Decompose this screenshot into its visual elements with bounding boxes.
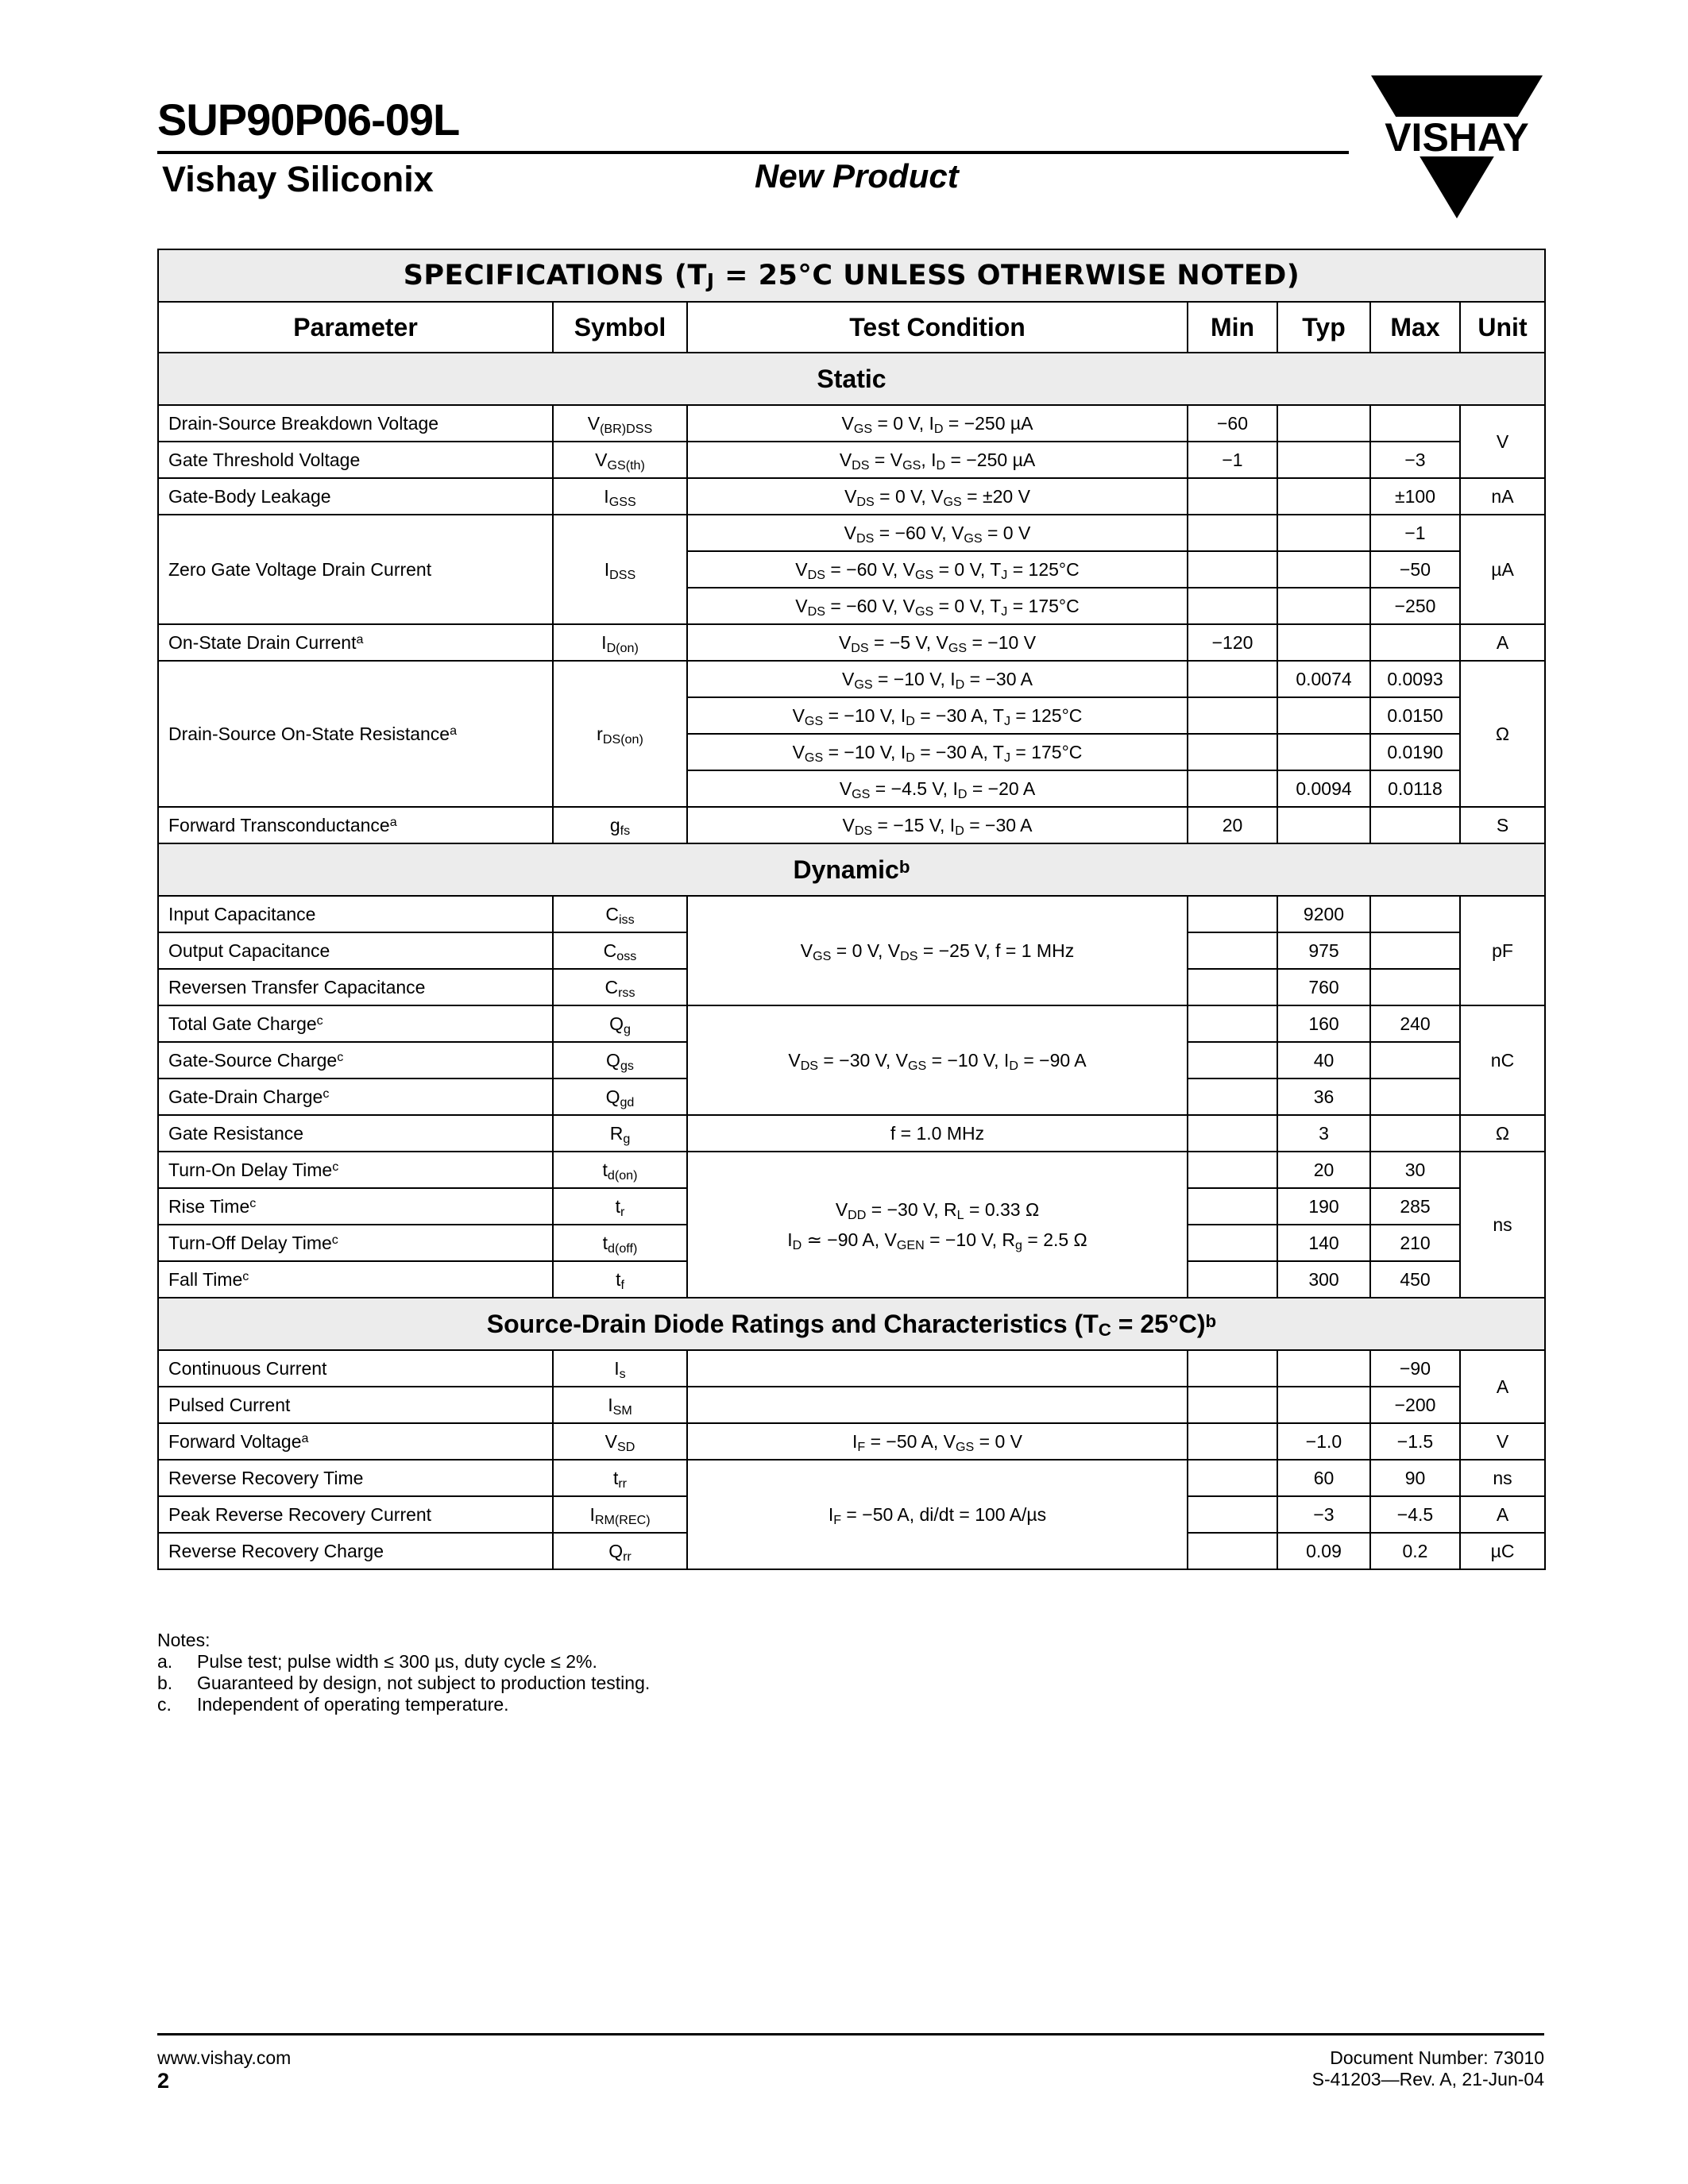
section-static: Static [158, 353, 1545, 405]
max-cell [1370, 624, 1460, 661]
typ-cell: 20 [1277, 1152, 1370, 1188]
min-cell [1188, 1423, 1277, 1460]
param-cell: Zero Gate Voltage Drain Current [158, 515, 553, 624]
revision: S-41203—Rev. A, 21-Jun-04 [1311, 2069, 1544, 2089]
param-cell: Gate Threshold Voltage [158, 442, 553, 478]
symbol-cell: $I_{D(on)}$ [553, 624, 687, 661]
min-cell [1188, 1115, 1277, 1152]
unit-cell: Ω [1460, 661, 1545, 807]
unit-cell: A [1460, 624, 1545, 661]
unit-cell: µA [1460, 515, 1545, 624]
param-cell: Continuous Current [158, 1350, 553, 1387]
max-cell: 30 [1370, 1152, 1460, 1188]
symbol-cell: $V_{GS(th)}$ [553, 442, 687, 478]
typ-cell [1277, 442, 1370, 478]
param-cell: Peak Reverse Recovery Current [158, 1496, 553, 1533]
max-cell [1370, 807, 1460, 843]
param-cell: Drain-Source Breakdown Voltage [158, 405, 553, 442]
min-cell: 20 [1188, 807, 1277, 843]
unit-cell: ns [1460, 1460, 1545, 1496]
document-number: Document Number: 73010 [1330, 2047, 1544, 2068]
param-cell: Gate-Drain Charge$^c$ [158, 1078, 553, 1115]
typ-cell [1277, 624, 1370, 661]
max-cell: 0.0093 [1370, 661, 1460, 697]
symbol-cell: $Q_{gs}$ [553, 1042, 687, 1078]
table-row [158, 1387, 1545, 1423]
min-cell [1188, 770, 1277, 807]
switching-condition-line-2: $I_D$ ≃ −90 A, $V_{GEN} = -10$ V, $R_g = 2.5$ Ω [787, 1229, 1087, 1252]
header-rule [157, 151, 1349, 154]
max-cell: −250 [1370, 588, 1460, 624]
table-row [158, 405, 1545, 442]
min-cell [1188, 588, 1277, 624]
typ-cell [1277, 551, 1370, 588]
min-cell [1188, 515, 1277, 551]
symbol-cell: $t_{d(off)}$ [553, 1225, 687, 1261]
symbol-cell: $t_{d(on)}$ [553, 1152, 687, 1188]
max-cell [1370, 969, 1460, 1005]
condition-cell: $V_{DS} = -30$ V, $V_{GS} = -10$ V, $I_D = -90$ A [687, 1005, 1188, 1115]
table-row [158, 1115, 1545, 1152]
min-cell [1188, 551, 1277, 588]
max-cell [1370, 1115, 1460, 1152]
param-cell: Forward Voltage$^a$ [158, 1423, 553, 1460]
condition-cell: $V_{DS} = -60$ V, $V_{GS} = 0$ V, $T_J = 175^\circ C$ [687, 588, 1188, 624]
unit-cell: A [1460, 1496, 1545, 1533]
min-cell [1188, 1496, 1277, 1533]
symbol-cell: $t_{rr}$ [553, 1460, 687, 1496]
part-number: SUP90P06-09L [157, 95, 460, 145]
col-test-condition: Test Condition [687, 302, 1188, 353]
col-typ: Typ [1277, 302, 1370, 353]
unit-cell: S [1460, 807, 1545, 843]
condition-cell [687, 1387, 1188, 1423]
max-cell: −1.5 [1370, 1423, 1460, 1460]
min-cell [1188, 697, 1277, 734]
param-cell: Gate Resistance [158, 1115, 553, 1152]
param-cell: Gate-Body Leakage [158, 478, 553, 515]
max-cell [1370, 932, 1460, 969]
max-cell [1370, 1042, 1460, 1078]
typ-cell: 0.0074 [1277, 661, 1370, 697]
symbol-cell: $I_{RM(REC)}$ [553, 1496, 687, 1533]
max-cell: ±100 [1370, 478, 1460, 515]
unit-cell: Ω [1460, 1115, 1545, 1152]
typ-cell: 60 [1277, 1460, 1370, 1496]
column-headers [158, 302, 1545, 353]
min-cell [1188, 969, 1277, 1005]
typ-cell: 140 [1277, 1225, 1370, 1261]
typ-cell: 3 [1277, 1115, 1370, 1152]
typ-cell [1277, 478, 1370, 515]
condition-cell: $V_{DS} = -60$ V, $V_{GS} = 0$ V [687, 515, 1188, 551]
note-c: c. Independent of operating temperature. [157, 1694, 509, 1715]
max-cell: 450 [1370, 1261, 1460, 1298]
param-cell: Rise Time$^c$ [158, 1188, 553, 1225]
product-tag: New Product [755, 157, 959, 195]
svg-text:VISHAY: VISHAY [1385, 115, 1529, 160]
min-cell [1188, 1460, 1277, 1496]
symbol-cell: $t_r$ [553, 1188, 687, 1225]
min-cell [1188, 1261, 1277, 1298]
symbol-cell: $V_{(BR)DSS}$ [553, 405, 687, 442]
max-cell [1370, 1078, 1460, 1115]
param-cell: Pulsed Current [158, 1387, 553, 1423]
table-row [158, 624, 1545, 661]
symbol-cell: $C_{iss}$ [553, 896, 687, 932]
min-cell [1188, 932, 1277, 969]
typ-cell: 190 [1277, 1188, 1370, 1225]
unit-cell: pF [1460, 896, 1545, 1005]
note-a: a. Pulse test; pulse width ≤ 300 µs, duty cycle ≤ 2%. [157, 1651, 597, 1672]
symbol-cell: $t_f$ [553, 1261, 687, 1298]
unit-cell: µC [1460, 1533, 1545, 1569]
param-cell: Reverse Recovery Time [158, 1460, 553, 1496]
param-cell: Gate-Source Charge$^c$ [158, 1042, 553, 1078]
note-b: b. Guaranteed by design, not subject to production testing. [157, 1673, 651, 1693]
table-row [158, 1005, 1545, 1042]
table-row [158, 442, 1545, 478]
symbol-cell: $I_{SM}$ [553, 1387, 687, 1423]
switching-condition-line-1: $V_{DD} = -30$ V, $R_L = 0.33$ Ω [835, 1199, 1040, 1222]
max-cell: 0.0190 [1370, 734, 1460, 770]
max-cell: 285 [1370, 1188, 1460, 1225]
typ-cell: −3 [1277, 1496, 1370, 1533]
min-cell [1188, 661, 1277, 697]
max-cell: −200 [1370, 1387, 1460, 1423]
param-cell: Input Capacitance [158, 896, 553, 932]
param-cell: Reversen Transfer Capacitance [158, 969, 553, 1005]
table-row [158, 478, 1545, 515]
specifications-table [157, 249, 1546, 1570]
page-number: 2 [157, 2069, 170, 2093]
col-parameter: Parameter [158, 302, 553, 353]
min-cell [1188, 1533, 1277, 1569]
table-row [158, 1460, 1545, 1496]
param-cell: On-State Drain Current$^a$ [158, 624, 553, 661]
param-cell: Drain-Source On-State Resistance$^a$ [158, 661, 553, 807]
min-cell [1188, 1078, 1277, 1115]
table-row [158, 661, 1545, 697]
typ-cell: 40 [1277, 1042, 1370, 1078]
section-dynamic: Dynamic$^b$ [158, 843, 1545, 896]
col-min: Min [1188, 302, 1277, 353]
col-symbol: Symbol [553, 302, 687, 353]
max-cell: −3 [1370, 442, 1460, 478]
min-cell: −120 [1188, 624, 1277, 661]
typ-cell [1277, 697, 1370, 734]
max-cell: 0.2 [1370, 1533, 1460, 1569]
typ-cell: 975 [1277, 932, 1370, 969]
max-cell: −90 [1370, 1350, 1460, 1387]
unit-cell: nA [1460, 478, 1545, 515]
unit-cell: V [1460, 405, 1545, 478]
typ-cell [1277, 588, 1370, 624]
condition-cell: $V_{DS} = 0$ V, $V_{GS} = \pm 20$ V [687, 478, 1188, 515]
condition-cell: $V_{GS} = 0$ V, $I_D = -250$ µA [687, 405, 1188, 442]
condition-cell: $V_{DS} = -60$ V, $V_{GS} = 0$ V, $T_J = 125^\circ C$ [687, 551, 1188, 588]
typ-cell: 36 [1277, 1078, 1370, 1115]
table-row [158, 515, 1545, 551]
condition-cell: f = 1.0 MHz [687, 1115, 1188, 1152]
symbol-cell: $C_{rss}$ [553, 969, 687, 1005]
symbol-cell: $I_{GSS}$ [553, 478, 687, 515]
typ-cell [1277, 807, 1370, 843]
symbol-cell: $I_{DSS}$ [553, 515, 687, 624]
typ-cell: −1.0 [1277, 1423, 1370, 1460]
table-row [158, 1350, 1545, 1387]
symbol-cell: $Q_{rr}$ [553, 1533, 687, 1569]
param-cell: Turn-Off Delay Time$^c$ [158, 1225, 553, 1261]
min-cell [1188, 1152, 1277, 1188]
symbol-cell: $V_{SD}$ [553, 1423, 687, 1460]
max-cell [1370, 896, 1460, 932]
min-cell [1188, 478, 1277, 515]
typ-cell: 160 [1277, 1005, 1370, 1042]
min-cell [1188, 1188, 1277, 1225]
min-cell [1188, 1005, 1277, 1042]
condition-cell: $I_F = -50$ A, $V_{GS} = 0$ V [687, 1423, 1188, 1460]
min-cell [1188, 1042, 1277, 1078]
unit-cell: ns [1460, 1152, 1545, 1298]
condition-cell: $V_{DS} = -5$ V, $V_{GS} = -10$ V [687, 624, 1188, 661]
symbol-cell: $I_s$ [553, 1350, 687, 1387]
max-cell: 90 [1370, 1460, 1460, 1496]
typ-cell: 760 [1277, 969, 1370, 1005]
typ-cell [1277, 405, 1370, 442]
min-cell [1188, 1387, 1277, 1423]
min-cell [1188, 734, 1277, 770]
param-cell: Forward Transconductance$^a$ [158, 807, 553, 843]
min-cell: −1 [1188, 442, 1277, 478]
table-row [158, 896, 1545, 932]
unit-cell: V [1460, 1423, 1545, 1460]
max-cell: 210 [1370, 1225, 1460, 1261]
param-cell: Turn-On Delay Time$^c$ [158, 1152, 553, 1188]
condition-cell [687, 1350, 1188, 1387]
param-cell: Reverse Recovery Charge [158, 1533, 553, 1569]
typ-cell [1277, 1350, 1370, 1387]
max-cell: 0.0150 [1370, 697, 1460, 734]
condition-cell: $V_{GS} = -10$ V, $I_D = -30$ A [687, 661, 1188, 697]
max-cell: −1 [1370, 515, 1460, 551]
vishay-logo [1371, 75, 1543, 218]
condition-cell: $V_{DS} = V_{GS}$, $I_D = -250$ µA [687, 442, 1188, 478]
condition-cell: $I_F = -50$ A, di/dt = 100 A/µs [687, 1460, 1188, 1569]
max-cell [1370, 405, 1460, 442]
condition-cell: $V_{DS} = -15$ V, $I_D = -30$ A [687, 807, 1188, 843]
min-cell [1188, 1350, 1277, 1387]
condition-cell: $V_{GS} = -10$ V, $I_D = -30$ A, $T_J = 175^\circ C$ [687, 734, 1188, 770]
max-cell: −50 [1370, 551, 1460, 588]
typ-cell [1277, 515, 1370, 551]
table-title: SPECIFICATIONS ($T_J = 25^\circ C$ UNLESS OTHERWISE NOTED) [158, 249, 1545, 302]
table-row [158, 1423, 1545, 1460]
typ-cell: 9200 [1277, 896, 1370, 932]
param-cell: Output Capacitance [158, 932, 553, 969]
website-link[interactable]: www.vishay.com [157, 2047, 292, 2068]
max-cell: 240 [1370, 1005, 1460, 1042]
condition-cell [687, 1152, 1188, 1298]
min-cell: −60 [1188, 405, 1277, 442]
col-max: Max [1370, 302, 1460, 353]
condition-cell: $V_{GS} = 0$ V, $V_{DS} = -25$ V, f = 1 MHz [687, 896, 1188, 1005]
symbol-cell: $g_{fs}$ [553, 807, 687, 843]
notes-heading: Notes: [157, 1630, 211, 1650]
typ-cell: 0.0094 [1277, 770, 1370, 807]
table-row [158, 807, 1545, 843]
symbol-cell: $C_{oss}$ [553, 932, 687, 969]
section-source-drain-diode: Source-Drain Diode Ratings and Characteristics $(T_C = 25^\circ C)^b$ [158, 1298, 1545, 1350]
unit-cell: nC [1460, 1005, 1545, 1115]
table-row [158, 1152, 1545, 1188]
typ-cell [1277, 734, 1370, 770]
condition-cell: $V_{GS} = -10$ V, $I_D = -30$ A, $T_J = 125^\circ C$ [687, 697, 1188, 734]
typ-cell [1277, 1387, 1370, 1423]
notes [157, 1630, 650, 1715]
unit-cell: A [1460, 1350, 1545, 1423]
param-cell: Fall Time$^c$ [158, 1261, 553, 1298]
max-cell: −4.5 [1370, 1496, 1460, 1533]
symbol-cell: $r_{DS(on)}$ [553, 661, 687, 807]
min-cell [1188, 1225, 1277, 1261]
param-cell: Total Gate Charge$^c$ [158, 1005, 553, 1042]
max-cell: 0.0118 [1370, 770, 1460, 807]
company-name: Vishay Siliconix [162, 159, 434, 199]
footer-rule [157, 2033, 1544, 2035]
typ-cell: 300 [1277, 1261, 1370, 1298]
symbol-cell: $R_g$ [553, 1115, 687, 1152]
condition-cell: $V_{GS} = -4.5$ V, $I_D = -20$ A [687, 770, 1188, 807]
typ-cell: 0.09 [1277, 1533, 1370, 1569]
symbol-cell: $Q_{gd}$ [553, 1078, 687, 1115]
col-unit: Unit [1460, 302, 1545, 353]
min-cell [1188, 896, 1277, 932]
symbol-cell: $Q_g$ [553, 1005, 687, 1042]
